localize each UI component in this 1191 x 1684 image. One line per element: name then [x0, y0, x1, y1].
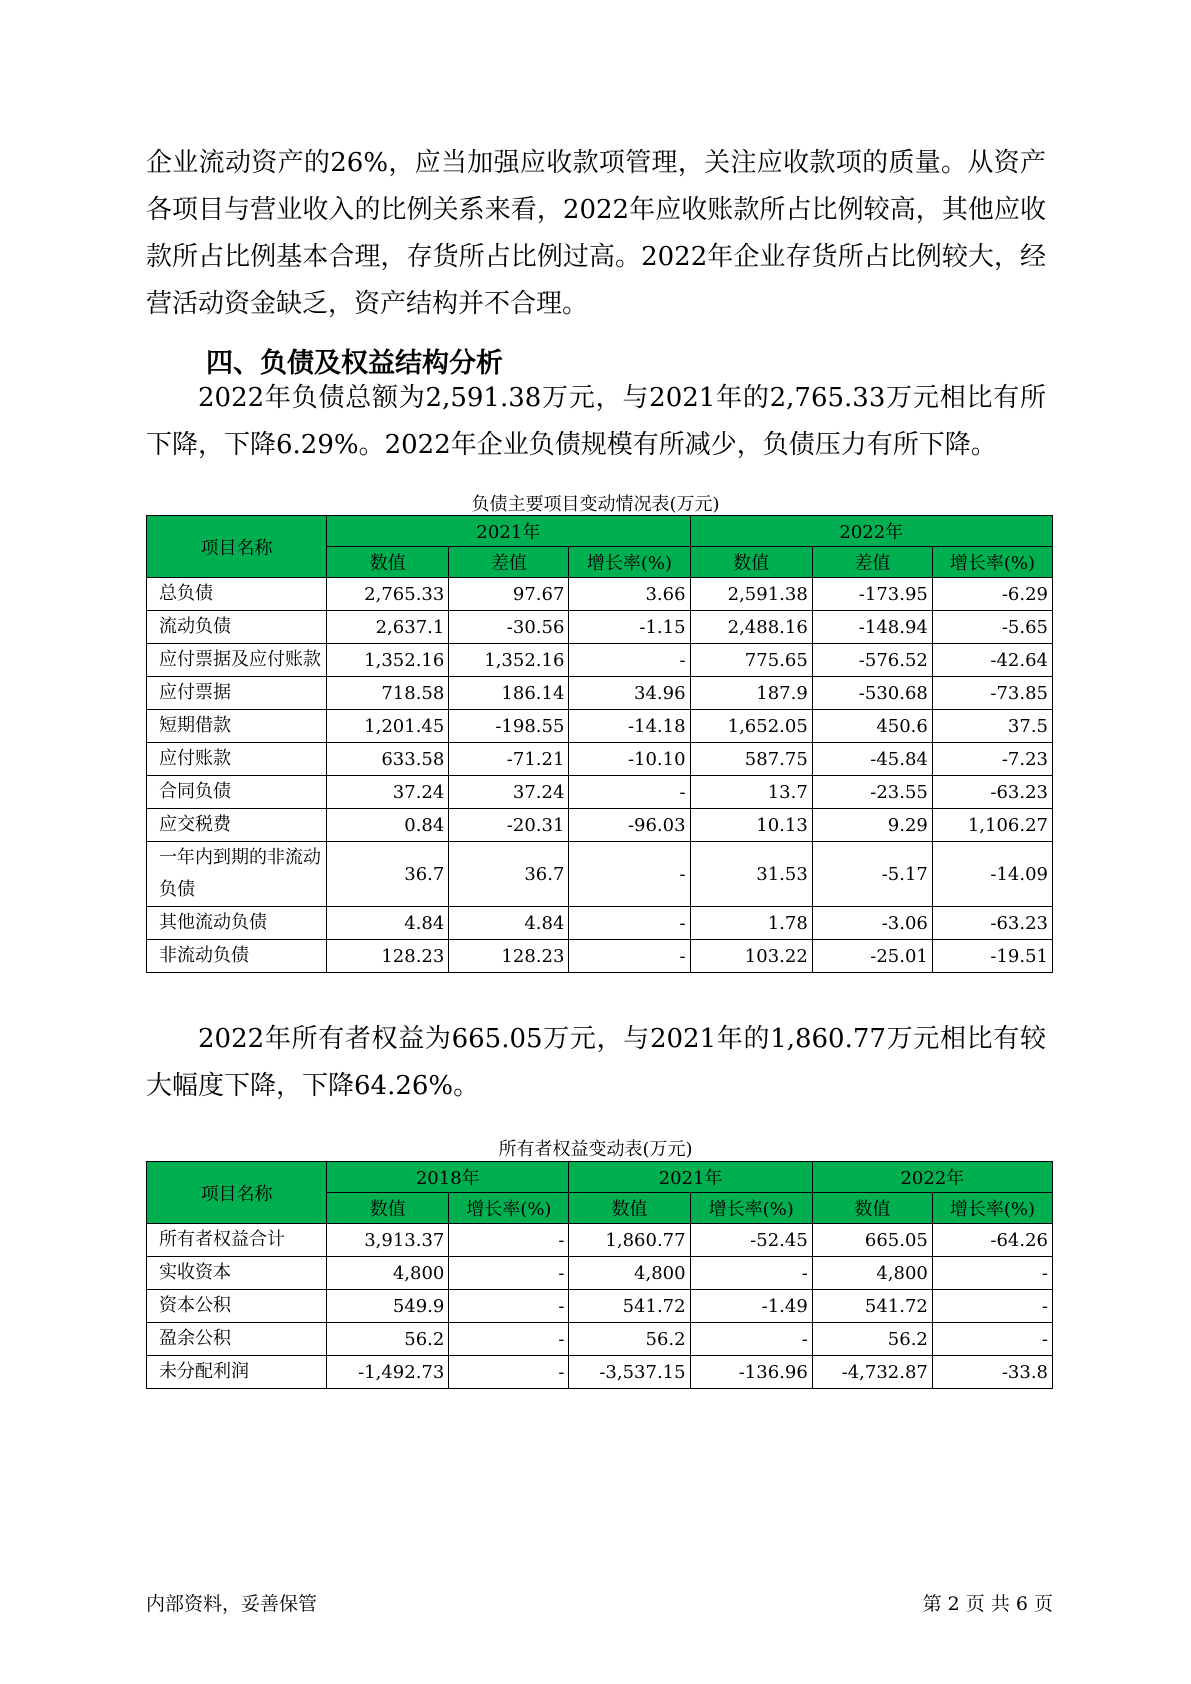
row-value-cell: -71.21	[449, 743, 569, 776]
row-value-cell: -	[449, 1323, 569, 1356]
year-header-2018: 2018年	[327, 1162, 569, 1193]
liability-table-caption: 负债主要项目变动情况表(万元)	[471, 494, 720, 515]
item-name-header: 项目名称	[147, 516, 327, 578]
table-row	[147, 842, 1053, 907]
row-item-name: 未分配利润	[147, 1356, 327, 1389]
row-value-cell: -6.29	[932, 578, 1052, 611]
table-row	[147, 578, 1053, 611]
row-value-cell: -1.15	[569, 611, 690, 644]
row-value-cell: 187.9	[690, 677, 812, 710]
row-value-cell: -73.85	[932, 677, 1052, 710]
row-value-cell: 4.84	[327, 907, 449, 940]
row-item-name: 应付账款	[147, 743, 327, 776]
row-value-cell: -7.23	[932, 743, 1052, 776]
sub-header: 数值	[327, 1193, 449, 1224]
table-row	[147, 1290, 1053, 1323]
row-value-cell: -14.09	[932, 842, 1052, 907]
table-row	[147, 1356, 1053, 1389]
row-value-cell: 1.78	[690, 907, 812, 940]
row-value-cell: 36.7	[327, 842, 449, 907]
row-item-name: 应付票据及应付账款	[147, 644, 327, 677]
row-value-cell: -5.17	[812, 842, 932, 907]
row-value-cell: 0.84	[327, 809, 449, 842]
sub-header: 差值	[812, 547, 932, 578]
row-value-cell: -530.68	[812, 677, 932, 710]
table-row	[147, 677, 1053, 710]
row-value-cell: -	[569, 907, 690, 940]
row-value-cell: -198.55	[449, 710, 569, 743]
row-value-cell: 37.5	[932, 710, 1052, 743]
row-value-cell: 718.58	[327, 677, 449, 710]
row-value-cell: 2,488.16	[690, 611, 812, 644]
table-row	[147, 776, 1053, 809]
row-value-cell: 1,652.05	[690, 710, 812, 743]
row-item-name: 合同负债	[147, 776, 327, 809]
row-value-cell: 2,765.33	[327, 578, 449, 611]
row-value-cell: 37.24	[449, 776, 569, 809]
row-value-cell: -	[449, 1290, 569, 1323]
sub-header: 增长率(%)	[569, 547, 690, 578]
table-row	[147, 644, 1053, 677]
row-value-cell: 775.65	[690, 644, 812, 677]
section-heading: 四、负债及权益结构分析	[206, 348, 503, 379]
row-value-cell: 1,352.16	[327, 644, 449, 677]
row-item-name: 应付票据	[147, 677, 327, 710]
row-value-cell: 186.14	[449, 677, 569, 710]
row-value-cell: 34.96	[569, 677, 690, 710]
row-value-cell: -	[690, 1323, 812, 1356]
row-value-cell: -	[449, 1257, 569, 1290]
row-value-cell: -42.64	[932, 644, 1052, 677]
row-value-cell: -10.10	[569, 743, 690, 776]
row-value-cell: -45.84	[812, 743, 932, 776]
row-value-cell: -33.8	[932, 1356, 1052, 1389]
table-row	[147, 611, 1053, 644]
sub-header: 数值	[569, 1193, 690, 1224]
table-row	[147, 710, 1053, 743]
row-value-cell: -64.26	[932, 1224, 1052, 1257]
liability-paragraph: 2022年负债总额为2,591.38万元，与2021年的2,765.33万元相比有所下降，下降6.29%。2022年企业负债规模有所减少，负债压力有所下降。	[146, 383, 1046, 460]
row-value-cell: -96.03	[569, 809, 690, 842]
row-value-cell: -20.31	[449, 809, 569, 842]
row-item-name: 实收资本	[147, 1257, 327, 1290]
row-value-cell: 4,800	[327, 1257, 449, 1290]
row-value-cell: 1,860.77	[569, 1224, 690, 1257]
row-value-cell: 128.23	[449, 940, 569, 973]
row-value-cell: -173.95	[812, 578, 932, 611]
row-value-cell: -52.45	[690, 1224, 812, 1257]
row-value-cell: -1,492.73	[327, 1356, 449, 1389]
table-row	[147, 940, 1053, 973]
row-value-cell: -	[932, 1290, 1052, 1323]
row-value-cell: 10.13	[690, 809, 812, 842]
row-value-cell: -	[569, 842, 690, 907]
row-value-cell: -148.94	[812, 611, 932, 644]
year-header-2022: 2022年	[690, 516, 1052, 547]
row-value-cell: 97.67	[449, 578, 569, 611]
row-value-cell: 3,913.37	[327, 1224, 449, 1257]
row-value-cell: -	[690, 1257, 812, 1290]
liability-table	[146, 515, 1053, 973]
row-value-cell: 9.29	[812, 809, 932, 842]
row-value-cell: -	[449, 1224, 569, 1257]
row-value-cell: 1,201.45	[327, 710, 449, 743]
footer-confidential-note: 内部资料，妥善保管	[146, 1593, 318, 1615]
row-value-cell: -4,732.87	[812, 1356, 932, 1389]
row-value-cell: -3,537.15	[569, 1356, 690, 1389]
table-row	[147, 907, 1053, 940]
row-value-cell: 2,637.1	[327, 611, 449, 644]
row-value-cell: 4,800	[569, 1257, 690, 1290]
equity-table-caption: 所有者权益变动表(万元)	[498, 1139, 693, 1160]
row-value-cell: -	[569, 940, 690, 973]
row-value-cell: 13.7	[690, 776, 812, 809]
table-row	[147, 1323, 1053, 1356]
row-value-cell: -25.01	[812, 940, 932, 973]
sub-header: 增长率(%)	[690, 1193, 812, 1224]
row-value-cell: 549.9	[327, 1290, 449, 1323]
sub-header: 差值	[449, 547, 569, 578]
row-value-cell: 56.2	[569, 1323, 690, 1356]
intro-paragraph: 企业流动资产的26%，应当加强应收款项管理，关注应收款项的质量。从资产各项目与营业收入的比例关系来看，2022年应收账款所占比例较高，其他应收款所占比例基本合理，存货所占比例过高。2022年企业存货所占比例较大，经营活动资金缺乏，资产结构并不合理。	[146, 148, 1046, 319]
row-value-cell: 450.6	[812, 710, 932, 743]
year-header-2022: 2022年	[812, 1162, 1052, 1193]
row-value-cell: 56.2	[812, 1323, 932, 1356]
sub-header: 增长率(%)	[449, 1193, 569, 1224]
row-value-cell: -5.65	[932, 611, 1052, 644]
year-header-2021: 2021年	[569, 1162, 812, 1193]
table-row	[147, 743, 1053, 776]
row-value-cell: -63.23	[932, 776, 1052, 809]
equity-table	[146, 1161, 1053, 1389]
row-item-name: 一年内到期的非流动负债	[147, 842, 327, 907]
row-value-cell: 541.72	[812, 1290, 932, 1323]
row-item-name: 短期借款	[147, 710, 327, 743]
row-item-name: 应交税费	[147, 809, 327, 842]
row-value-cell: -1.49	[690, 1290, 812, 1323]
row-value-cell: -136.96	[690, 1356, 812, 1389]
row-value-cell: 1,106.27	[932, 809, 1052, 842]
row-item-name: 资本公积	[147, 1290, 327, 1323]
table-row	[147, 809, 1053, 842]
row-item-name: 总负债	[147, 578, 327, 611]
table-row	[147, 1257, 1053, 1290]
row-value-cell: 128.23	[327, 940, 449, 973]
row-value-cell: -19.51	[932, 940, 1052, 973]
row-item-name: 非流动负债	[147, 940, 327, 973]
row-item-name: 盈余公积	[147, 1323, 327, 1356]
sub-header: 增长率(%)	[932, 1193, 1052, 1224]
sub-header: 数值	[812, 1193, 932, 1224]
row-value-cell: -	[569, 644, 690, 677]
row-value-cell: 587.75	[690, 743, 812, 776]
item-name-header: 项目名称	[147, 1162, 327, 1224]
row-item-name: 其他流动负债	[147, 907, 327, 940]
row-value-cell: 56.2	[327, 1323, 449, 1356]
row-value-cell: -	[449, 1356, 569, 1389]
row-item-name: 所有者权益合计	[147, 1224, 327, 1257]
row-value-cell: -	[932, 1257, 1052, 1290]
row-value-cell: 36.7	[449, 842, 569, 907]
equity-paragraph: 2022年所有者权益为665.05万元，与2021年的1,860.77万元相比有较大幅度下降，下降64.26%。	[146, 1024, 1046, 1101]
table-row	[147, 1224, 1053, 1257]
footer-page-number: 第 2 页 共 6 页	[922, 1593, 1053, 1615]
row-value-cell: 31.53	[690, 842, 812, 907]
row-value-cell: 633.58	[327, 743, 449, 776]
row-value-cell: 541.72	[569, 1290, 690, 1323]
row-value-cell: -63.23	[932, 907, 1052, 940]
row-value-cell: -14.18	[569, 710, 690, 743]
row-value-cell: -23.55	[812, 776, 932, 809]
year-header-2021: 2021年	[327, 516, 690, 547]
sub-header: 数值	[327, 547, 449, 578]
row-value-cell: -	[569, 776, 690, 809]
row-value-cell: 37.24	[327, 776, 449, 809]
row-value-cell: 3.66	[569, 578, 690, 611]
row-item-name: 流动负债	[147, 611, 327, 644]
row-value-cell: 665.05	[812, 1224, 932, 1257]
row-value-cell: 1,352.16	[449, 644, 569, 677]
row-value-cell: 4,800	[812, 1257, 932, 1290]
row-value-cell: 2,591.38	[690, 578, 812, 611]
sub-header: 数值	[690, 547, 812, 578]
row-value-cell: 103.22	[690, 940, 812, 973]
row-value-cell: -576.52	[812, 644, 932, 677]
row-value-cell: -30.56	[449, 611, 569, 644]
row-value-cell: -3.06	[812, 907, 932, 940]
sub-header: 增长率(%)	[932, 547, 1052, 578]
row-value-cell: -	[932, 1323, 1052, 1356]
row-value-cell: 4.84	[449, 907, 569, 940]
